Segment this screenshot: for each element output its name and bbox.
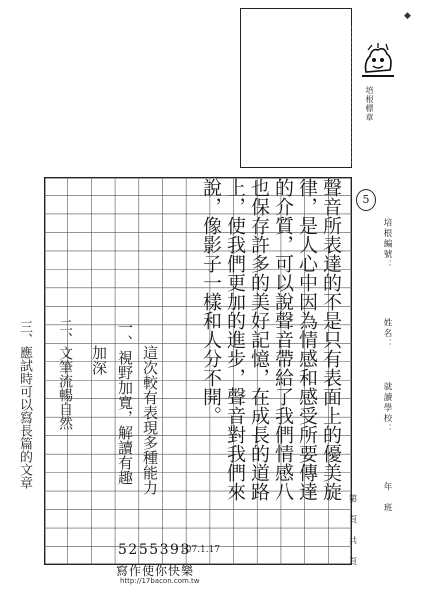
corner-mark: ◆ (404, 11, 411, 21)
teacher-remark-3: 加深 (90, 345, 108, 375)
teacher-date: 107.1.17 (180, 545, 221, 555)
page-number-circle: 5 (356, 189, 376, 211)
essay-column-text: 也保存許多的美好記憶，在成長的道路 (248, 178, 270, 501)
name-label: 姓名： (382, 318, 392, 350)
teacher-remark-1: 這次較有表現多種能力 (141, 345, 159, 495)
teacher-remark-5: 三、應試時可以寫長篇的文章 (17, 320, 32, 489)
essay-column-text: 說，像影子一樣和人分不開。 (200, 178, 222, 425)
essay-column (298, 178, 316, 501)
essay-column-text: 聲音所表達的不是只有表面上的優美旋 (320, 178, 342, 501)
essay-column (274, 178, 292, 501)
teacher-remark-2: 一、視野加寬，解讀有趣 (116, 320, 134, 485)
teacher-remark-4: 二、文筆流暢自然 (57, 318, 73, 430)
mascot-seal-icon (360, 42, 396, 80)
stamp-divider (351, 26, 353, 164)
stamp-caption: 培根標章 (365, 86, 374, 122)
grade-label: 年 班 (382, 482, 392, 514)
footer-brand: 寫作使你快樂 (116, 564, 195, 578)
essay-column-text: 律，是人心中因為情感和感受所要傳達 (296, 178, 318, 501)
footer-number: 5255393 (118, 542, 191, 558)
essay-column-text: 的介質，可以說聲音帶給了我們情感八 (272, 178, 294, 501)
code-label: 培根編號： (382, 218, 392, 271)
essay-column (202, 178, 220, 425)
footer-url: http://17bacon.com.tw (120, 577, 200, 585)
stamp-frame (240, 8, 352, 168)
essay-column-text: 上，使我們更加的進步，聲音對我們來 (224, 178, 246, 501)
school-label: 就讀學校： (382, 382, 392, 435)
essay-column (322, 178, 340, 501)
essay-column (226, 178, 244, 501)
essay-column (250, 178, 268, 501)
page-label: 第 頁 共 頁 (347, 494, 357, 568)
